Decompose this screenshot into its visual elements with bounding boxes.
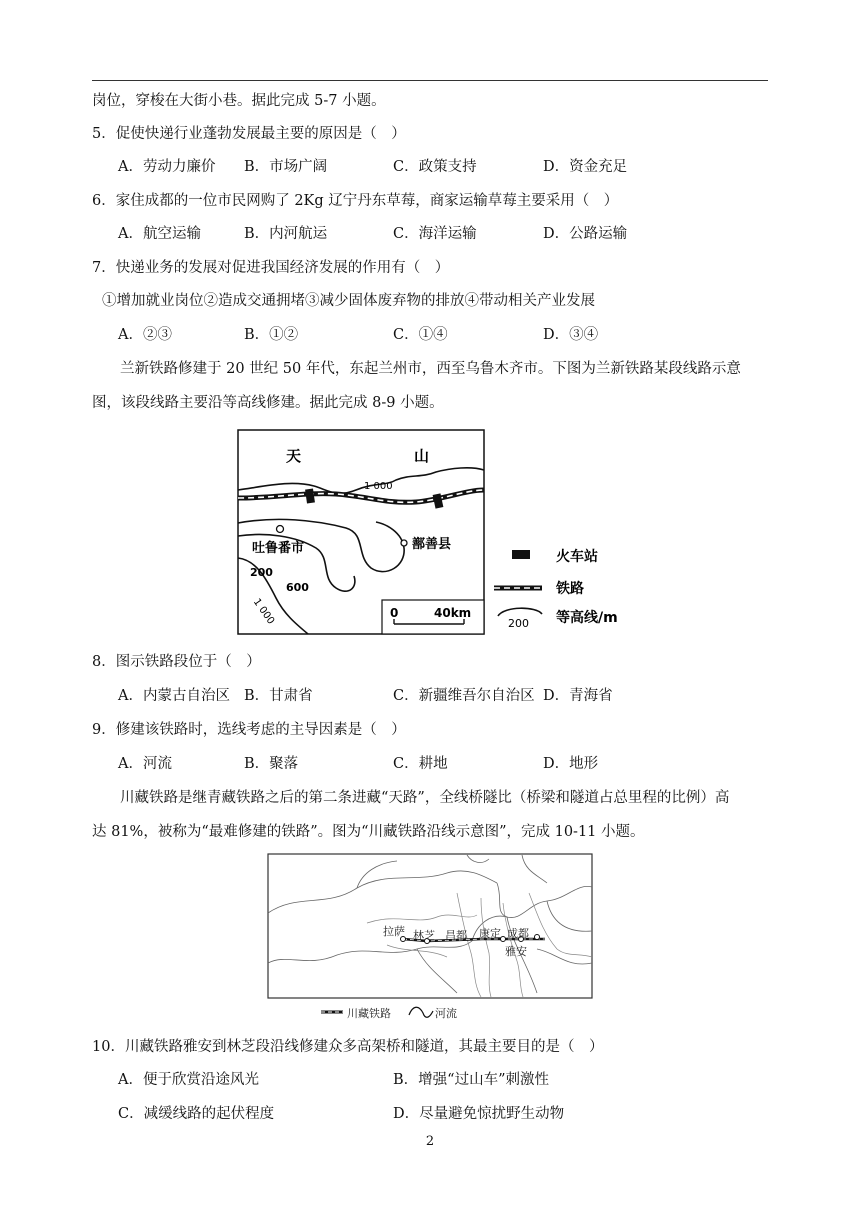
q10-option-c: C．减缓线路的起伏程度 xyxy=(118,1106,275,1122)
turpan-label: 吐鲁番市 xyxy=(252,541,305,556)
page-number: 2 xyxy=(425,1134,435,1149)
contour-1000-label-bottom: 1 000 xyxy=(250,596,277,627)
q10-option-a: A．便于欣赏沿途风光 xyxy=(118,1072,259,1088)
contour-1000-label-top: 1 000 xyxy=(364,481,393,492)
header-rule xyxy=(92,80,768,81)
q9-option-d: D．地形 xyxy=(543,756,599,772)
q10-option-b: B．增强“过山车”刺激性 xyxy=(393,1072,549,1088)
q9-option-a: A．河流 xyxy=(118,756,172,772)
q7-option-c: C．①④ xyxy=(393,327,448,343)
q6-option-c: C．海洋运输 xyxy=(393,226,477,242)
kangding-dot xyxy=(501,937,506,942)
lasa-label: 拉萨 xyxy=(383,925,405,938)
q10-stem: 10．川藏铁路雅安到林芝段沿线修建众多高架桥和隧道，其最主要目的是（ ） xyxy=(92,1039,604,1055)
passage-10-11-line1: 川藏铁路是继青藏铁路之后的第二条进藏“天路”，全线桥隧比（桥梁和隧道占总里程的比例）高 xyxy=(120,790,730,806)
intro-tail: 岗位，穿梭在大街小巷。据此完成 5-7 小题。 xyxy=(92,93,386,109)
legend-contour-label: 等高线/m xyxy=(556,610,618,626)
q7-option-d: D．③④ xyxy=(543,327,599,343)
q6-stem: 6．家住成都的一位市民网购了 2Kg 辽宁丹东草莓，商家运输草莓主要采用（ ） xyxy=(92,193,619,209)
kangding-label: 康定 xyxy=(479,927,501,940)
q7-stem: 7．快递业务的发展对促进我国经济发展的作用有（ ） xyxy=(92,260,450,276)
passage-8-9-line2: 图，该段线路主要沿等高线修建。据此完成 8-9 小题。 xyxy=(92,395,444,411)
q9-option-c: C．耕地 xyxy=(393,756,448,772)
q6-option-b: B．内河航运 xyxy=(244,226,328,242)
q5-option-a: A．劳动力廉价 xyxy=(118,159,216,175)
legend-river-icon xyxy=(409,1007,433,1017)
q5-stem: 5．促使快递行业蓬勃发展最主要的原因是（ ） xyxy=(92,126,406,142)
q7-items: ①增加就业岗位②造成交通拥堵③减少固体废弃物的排放④带动相关产业发展 xyxy=(102,293,595,309)
linzhi-label: 林芝 xyxy=(413,929,435,942)
passage-10-11-line2: 达 81%，被称为“最难修建的铁路”。图为“川藏铁路沿线示意图”，完成 10-11 小题。 xyxy=(92,824,645,840)
q5-option-d: D．资金充足 xyxy=(543,159,628,175)
q5-option-c: C．政策支持 xyxy=(393,159,477,175)
q7-option-a: A．②③ xyxy=(118,327,172,343)
scale-label-40km: 40km xyxy=(434,606,472,620)
q7-option-b: B．①② xyxy=(244,327,299,343)
chengdu-label: 成都 xyxy=(507,927,529,940)
turpan-city-dot xyxy=(277,526,284,533)
scale-label-0: 0 xyxy=(390,606,399,620)
tianshan-label-2: 山 xyxy=(414,447,430,465)
chengdu-dot xyxy=(535,935,540,940)
q8-option-b: B．甘肃省 xyxy=(244,688,313,704)
q10-option-d: D．尽量避免惊扰野生动物 xyxy=(393,1106,565,1122)
legend-contour-icon xyxy=(498,608,542,616)
legend-railway-label: 铁路 xyxy=(556,581,584,597)
shanshan-county-dot xyxy=(401,540,407,546)
legend-station-icon xyxy=(512,550,530,559)
legend-contour-value: 200 xyxy=(508,617,529,630)
q6-option-a: A．航空运输 xyxy=(118,226,201,242)
contour-200-label: 200 xyxy=(250,566,273,579)
yaan-label: 雅安 xyxy=(505,945,527,958)
tianshan-label-1: 天 xyxy=(286,447,302,465)
shanshan-label: 鄯善县 xyxy=(412,537,452,552)
sichuan-tibet-railway-map xyxy=(267,853,607,1025)
q8-stem: 8．图示铁路段位于（ ） xyxy=(92,654,261,670)
q8-option-a: A．内蒙古自治区 xyxy=(118,688,230,704)
legend-station-label: 火车站 xyxy=(556,549,598,565)
legend-river-label: 河流 xyxy=(435,1007,457,1020)
q5-option-b: B．市场广阔 xyxy=(244,159,328,175)
q6-option-d: D．公路运输 xyxy=(543,226,628,242)
changdu-label: 昌都 xyxy=(445,929,467,942)
q8-option-d: D．青海省 xyxy=(543,688,613,704)
lanxin-railway-map xyxy=(236,428,644,638)
q9-option-b: B．聚落 xyxy=(244,756,299,772)
q9-stem: 9．修建该铁路时，选线考虑的主导因素是（ ） xyxy=(92,722,406,738)
q8-option-c: C．新疆维吾尔自治区 xyxy=(393,688,535,704)
legend-railway-label: 川藏铁路 xyxy=(347,1007,391,1020)
contour-600-label: 600 xyxy=(286,581,309,594)
passage-8-9-line1: 兰新铁路修建于 20 世纪 50 年代，东起兰州市，西至乌鲁木齐市。下图为兰新铁路某段线路示意 xyxy=(120,361,741,377)
map-frame xyxy=(268,854,592,998)
